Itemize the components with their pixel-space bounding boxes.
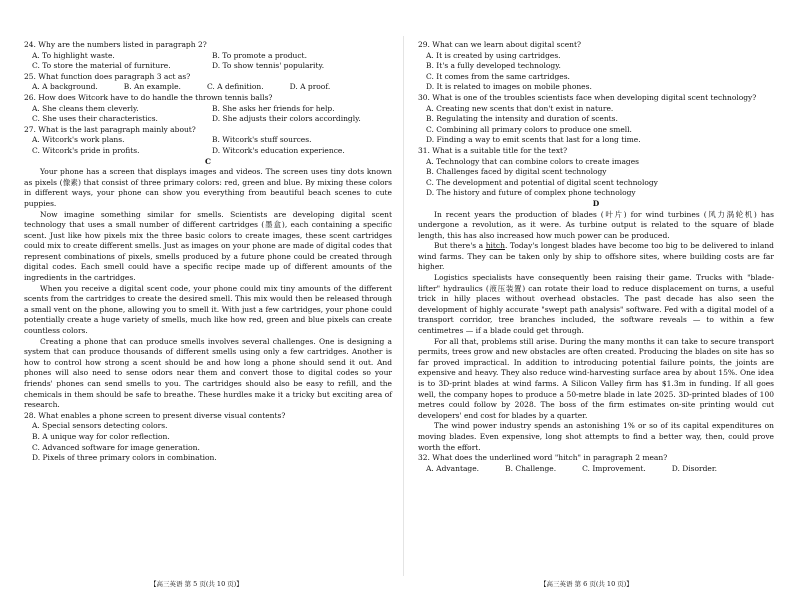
question-32-options	[418, 464, 774, 475]
question-25-option-c: C. A definition.	[206, 82, 264, 92]
question-29-stem: 29. What can we learn about digital scent?	[418, 40, 581, 49]
column-divider	[403, 36, 404, 576]
passage-c-paragraph-2: Now imagine something similar for smells. Scientists are developing digital scent technology that uses a small number of different cartridges (墨盒), each containing a specific scent. Just like how pixels mix the three basic colors to create images, these scent cartridges could mix to create different smells. Just as images on your phone are made of digital codes that represent combinations of pixels, smells produced by a future phone could be created through digital codes. Each smell could have a specific recipe made up of different amounts of the ingredients in the cartridges.	[24, 209, 393, 283]
question-29-option-d: D. It is related to images on mobile phones.	[426, 82, 592, 92]
question-29-option-c: C. It comes from the same cartridges.	[426, 71, 570, 81]
question-25-option-b: B. An example.	[123, 82, 181, 92]
question-25-stem: 25. What function does paragraph 3 act as?	[24, 71, 191, 81]
passage-c-paragraph-3: When you receive a digital scent code, your phone could mix tiny amounts of the different scents from the cartridges to create the desired smell. This mix would then be released through a small vent on the phone, allowing you to smell it. With just a few cartridges, your phone could potentially create a huge variety of smells, much like how red, green and blue pixels can create countless colors.	[24, 283, 392, 336]
question-27-option-d: D. Witcork's education experience.	[212, 145, 345, 155]
question-30-stem: 30. What is one of the troubles scientists face when developing digital scent technology?	[418, 92, 757, 102]
right-column	[418, 40, 774, 474]
question-26-stem: 26. How does Witcork have to do handle the thrown tennis balls?	[24, 92, 273, 102]
question-24-option-d: D. To show tennis' popularity.	[212, 61, 325, 71]
question-28-option-d: D. Pixels of three primary colors in combination.	[32, 453, 217, 463]
left-column	[24, 40, 392, 464]
question-26-options	[24, 104, 392, 125]
passage-d-paragraph-2-start: But there's a	[434, 241, 486, 251]
question-32-option-d: D. Disorder.	[671, 463, 718, 473]
question-28-option-c: C. Advanced software for image generation.	[32, 442, 200, 452]
question-26-option-d: D. She adjusts their colors accordingly.	[212, 114, 361, 124]
passage-c-paragraph-4: Creating a phone that can produce smells involves several challenges. One is designing a system that can produce thousands of different smells using only a few cartridges. Another is how to control how strong a scent should be and how long a phone should send it out. And phones will also need to sense odors near them and convert those to digital codes so your friends' phones can send smells to you. The cartridges should also be easy to refill, and the chemicals in them should be safe to breathe. These hurdles make it a tricky but exciting area of research.	[24, 336, 392, 410]
passage-d-paragraph-4: For all that, problems still arise. During the many months it can take to secure transport permits, trees grow and new obstacles are often created. Producing the blades on site has so far proved impractical. In addition to introducing potential failure points, the joints are expensive and heavy. They also reduce wind-harvesting surface area by about 15%. One idea is to 3D-print blades at wind farms. A Silicon Valley firm has $1.3m in funding. If all goes well, the company hopes to produce a 50-metre blade in late 2025. 3D-printed blades of 100 metres could follow by 2028. The boss of the firm estimates on-site printing would cut developers' end cost for blades by a quarter.	[418, 336, 774, 420]
question-27-option-a: A. Witcork's work plans.	[32, 135, 125, 145]
passage-d-paragraph-5: The wind power industry spends an astonishing 1% or so of its capital expenditures on moving blades. Even expensive, long shot attempts to find a better way, then, could prove worth the effort.	[418, 421, 774, 452]
question-27-stem: 27. What is the last paragraph mainly about?	[24, 124, 196, 134]
question-28-option-b: B. A unique way for color reflection.	[32, 431, 170, 441]
question-26-option-c: C. She uses their characteristics.	[32, 114, 158, 124]
question-32-option-a: A. Advantage.	[426, 463, 480, 473]
section-c-heading: C	[205, 156, 211, 166]
question-24-option-c: C. To store the material of furniture.	[32, 61, 171, 71]
underlined-word-hitch: hitch	[485, 241, 505, 251]
page-footer-left: 【高三英语 第 5 页(共 10 页)】	[150, 580, 243, 589]
question-30-option-b: B. Regulating the intensity and duration of scents.	[426, 114, 618, 124]
passage-d-paragraph-2-rest: . Today's longest blades have become too big to be delivered to inland wind farms. They can be taken only by ship to offshore sites, where building costs are far higher.	[418, 241, 774, 272]
question-27-option-b: B. Witcork's stuff sources.	[212, 135, 312, 145]
question-31-stem: 31. What is a suitable title for the text?	[418, 145, 568, 155]
section-d-heading: D	[592, 198, 600, 208]
question-30-option-c: C. Combining all primary colors to produce one smell.	[426, 124, 632, 134]
question-27-option-c: C. Witcork's pride in profits.	[32, 145, 140, 155]
question-24-options	[24, 51, 392, 72]
question-25-option-d: D. A proof.	[289, 82, 331, 92]
question-29-option-b: B. It's a fully developed technology.	[426, 61, 561, 71]
question-24-option-a: A. To highlight waste.	[32, 50, 115, 60]
page-footer-right: 【高三英语 第 6 页(共 10 页)】	[540, 580, 633, 589]
question-31-option-a: A. Technology that can combine colors to create images	[426, 156, 639, 166]
question-24-stem: 24. Why are the numbers listed in paragraph 2?	[24, 40, 207, 49]
question-31-option-c: C. The development and potential of digital scent technology	[426, 177, 658, 187]
question-32-stem: 32. What does the underlined word "hitch" in paragraph 2 mean?	[418, 453, 668, 463]
passage-c-paragraph-1: Your phone has a screen that displays images and videos. The screen uses tiny dots known as pixels (像素) that consist of three primary colors: red, green and blue. By mixing these colors in different ways, your phone can show you everything from beautiful beach scenes to cute puppies.	[24, 167, 392, 208]
question-25-options	[24, 82, 392, 93]
passage-d-paragraph-3: Logistics specialists have consequently been raising their game. Trucks with "blade-lifter" hydraulics (液压装置) can rotate their load to reduce displacement on turns, a useful trick in hilly places without overhead obstacles. The past decade has also seen the development of highly accurate "swept path analysis" software. Fed with a digital model of a transport corridor, tree branches included, the software reveals — to within a few centimetres — if a blade could get through.	[418, 273, 774, 336]
question-28-stem: 28. What enables a phone screen to present diverse visual contents?	[24, 410, 286, 420]
question-32-option-c: C. Improvement.	[582, 463, 646, 473]
question-27-options	[24, 135, 392, 156]
question-24-option-b: B. To promote a product.	[212, 50, 307, 60]
question-28-option-a: A. Special sensors detecting colors.	[32, 421, 168, 431]
question-26-option-b: B. She asks her friends for help.	[212, 103, 335, 113]
question-30-option-d: D. Finding a way to emit scents that last for a long time.	[426, 135, 641, 145]
passage-d-paragraph-1: In recent years the production of blades (叶片) for wind turbines (风力涡轮机) has undergone a revolution, as it were. As turbine output is related to the square of blade length, this has also increased how much power can be produced.	[418, 209, 774, 240]
question-32-option-b: B. Challenge.	[505, 463, 557, 473]
question-25-option-a: A. A background.	[32, 82, 98, 92]
question-26-option-a: A. She cleans them cleverly.	[32, 103, 139, 113]
question-31-option-d: D. The history and future of complex phone technology	[426, 188, 636, 198]
question-29-option-a: A. It is created by using cartridges.	[426, 50, 561, 60]
question-30-option-a: A. Creating new scents that don't exist in nature.	[426, 103, 614, 113]
passage-d-paragraph-2	[418, 241, 774, 273]
question-31-option-b: B. Challenges faced by digital scent technology	[426, 167, 607, 177]
